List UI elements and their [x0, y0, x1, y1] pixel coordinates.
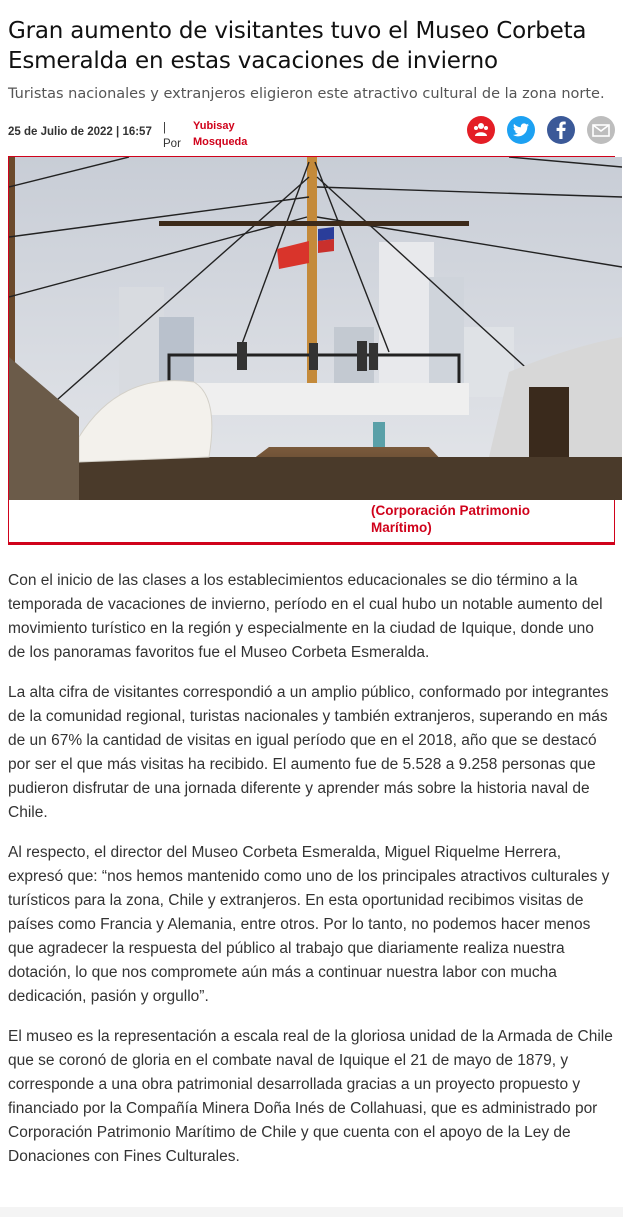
article-body — [8, 569, 615, 1169]
byline-por: Por — [163, 138, 181, 150]
paragraph-2: La alta cifra de visitantes correspondió a un amplio público, conformado por integrantes de la comunidad regional, turistas nacionales y también extranjeros, superando en más de un 67% la cantidad de visitas en igual período que en el 2018, año que se destacó por ser el que más visitas ha recibido. El aumento fue de 5.528 a 9.258 personas que pudieron disfrutar de una jornada diferente y aprender más sobre la historia naval de Chile. — [8, 684, 609, 821]
people-icon — [472, 121, 490, 139]
byline-pipe: | — [163, 122, 166, 134]
caption-text: (Corporación Patrimonio Marítimo) — [371, 503, 531, 535]
ship-deck-photo — [9, 157, 622, 500]
share-mail-button[interactable] — [587, 116, 615, 144]
publish-date: 25 de Julio de 2022 | 16:57 — [8, 126, 152, 138]
share-people-button[interactable] — [467, 116, 495, 144]
share-facebook-button[interactable] — [547, 116, 575, 144]
image-caption — [9, 500, 614, 542]
share-buttons — [467, 116, 615, 144]
bottom-divider — [0, 1207, 623, 1217]
mail-icon — [592, 124, 610, 137]
article-headline: Gran aumento de visitantes tuvo el Museo Corbeta Esmeralda en estas vacaciones de invierno — [8, 18, 587, 74]
twitter-icon — [513, 123, 529, 137]
author-link[interactable] — [193, 118, 247, 150]
author-last-name: Mosqueda — [193, 136, 248, 148]
author-first-name: Yubisay — [193, 120, 235, 132]
paragraph-1: Con el inicio de las clases a los establecimientos educacionales se dio término a la temporada de vacaciones de invierno, período en el cual hubo un notable aumento del movimiento turístico en la región y especialmente en la ciudad de Iquique, donde uno de los panoramas favoritos fue el Museo Corbeta Esmeralda. — [8, 572, 603, 661]
article-subtitle: Turistas nacionales y extranjeros eligieron este atractivo cultural de la zona norte. — [8, 86, 605, 102]
article-meta — [8, 116, 615, 154]
article-container — [0, 16, 623, 1169]
byline-prefix — [163, 120, 181, 152]
article-figure — [8, 156, 615, 545]
share-twitter-button[interactable] — [507, 116, 535, 144]
paragraph-3: Al respecto, el director del Museo Corbeta Esmeralda, Miguel Riquelme Herrera, expresó que: “nos hemos mantenido como uno de los principales atractivos culturales y turísticos para la zona, Chile y extranjeros. En esta oportunidad recibimos visitas de países como Francia y Alemania, entre otros. Por lo tanto, no podemos hacer menos que agradecer la respuesta del público al trabajo que diariamente realiza nuestra dotación, lo que nos compromete aún más a continuar nuestra labor con mucha dedicación, pasión y orgullo”. — [8, 844, 610, 1005]
facebook-icon — [556, 121, 566, 139]
paragraph-4: El museo es la representación a escala real de la gloriosa unidad de la Armada de Chile que se coronó de gloria en el combate naval de Iquique el 21 de mayo de 1879, y corresponde a una obra patrimonial desarrollada gracias a un proyecto propuesto y financiado por la Compañía Minera Doña Inés de Collahuasi, que es administrado por Corporación Patrimonio Marítimo de Chile y que cuenta con el apoyo de la Ley de Donaciones con Fines Culturales. — [8, 1028, 613, 1165]
